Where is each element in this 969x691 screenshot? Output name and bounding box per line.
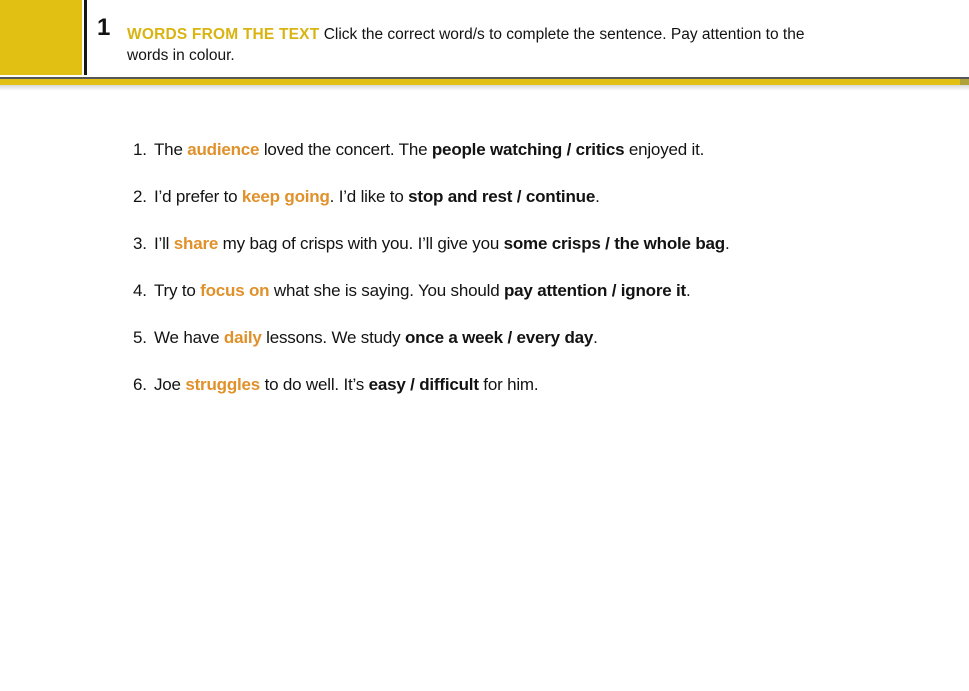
choice-option[interactable]: easy [368,375,406,394]
sentence-fragment: Joe [154,375,186,394]
sentence-row [133,328,730,348]
sentence-number: 2. [133,187,147,206]
keyword-word: audience [187,140,260,159]
sentence-fragment: The [154,140,188,159]
choice-option[interactable]: critics [575,140,625,159]
exercise-instructions [127,24,804,66]
exercise-number: 1 [97,14,110,41]
choice-option[interactable]: some crisps [503,234,601,253]
sentence-text [154,375,538,395]
sentence-fragment: loved the concert. The [259,140,432,159]
sentence-text [154,187,600,207]
exercise-header [96,0,969,75]
choice-option[interactable]: every day [516,328,594,347]
keyword-word: share [173,234,219,253]
sentence-row [133,234,730,254]
sentence-fragment: I’ll [154,234,174,253]
sentence-fragment: . [593,328,598,347]
sentence-text [154,328,598,348]
choice-option[interactable]: ignore it [620,281,687,300]
sentence-number: 6. [133,375,147,394]
instruction-text-line1: Click the correct word/s to complete the sentence. Pay attention to the [323,26,805,43]
sentence-fragment: I’d prefer to [154,187,242,206]
header-divider-shadow [0,85,969,91]
sentence-text [154,140,704,160]
sentence-number: 1. [133,140,147,159]
exercise-title: WORDS FROM THE TEXT [127,26,320,43]
sentence-fragment: what she is saying. You should [269,281,504,300]
sentence-text [154,234,730,254]
sentence-fragment: We have [154,328,224,347]
choice-option[interactable]: continue [525,187,596,206]
choice-option[interactable]: once a week [404,328,503,347]
sentence-number: 5. [133,328,147,347]
sentence-fragment: / [405,375,420,394]
keyword-word: struggles [185,375,261,394]
sentence-fragment: enjoyed it. [624,140,705,159]
choice-option[interactable]: stop and rest [408,187,513,206]
sentence-text [154,281,691,301]
sentence-fragment: / [562,140,576,159]
sentence-fragment: / [600,234,615,253]
sentence-list [133,140,730,422]
sentence-fragment: . I’d like to [329,187,409,206]
sentence-fragment: Try to [154,281,201,300]
sentence-fragment: . [724,234,730,253]
sentence-fragment: . [686,281,691,300]
sentence-fragment: my bag of crisps with you. I’ll give you [218,234,504,253]
sentence-row [133,140,730,160]
keyword-word: focus on [200,281,270,300]
instruction-text-line2: words in colour. [127,47,235,64]
sentence-fragment: / [512,187,526,206]
choice-option[interactable]: the whole bag [614,234,725,253]
sentence-row [133,281,730,301]
choice-option[interactable]: pay attention [503,281,608,300]
sentence-fragment: . [595,187,600,206]
choice-option[interactable]: difficult [419,375,479,394]
keyword-word: keep going [241,187,330,206]
sentence-number: 4. [133,281,147,300]
sentence-fragment: lessons. We study [261,328,405,347]
choice-option[interactable]: people watching [431,140,563,159]
sentence-fragment: / [607,281,621,300]
corner-accent-square [0,0,82,75]
keyword-word: daily [223,328,262,347]
sentence-row [133,187,730,207]
sentence-fragment: to do well. It’s [260,375,369,394]
sentence-number: 3. [133,234,147,253]
corner-vertical-rule [84,0,87,75]
sentence-fragment: for him. [478,375,539,394]
sentence-fragment: / [502,328,517,347]
sentence-row [133,375,730,395]
